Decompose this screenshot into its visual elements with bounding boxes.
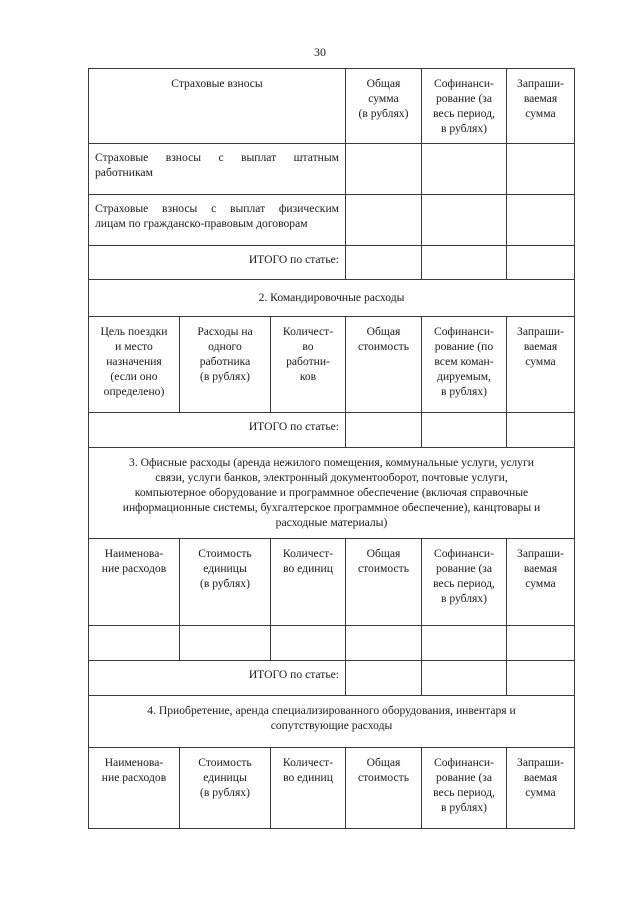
header-line: стоимость bbox=[358, 340, 409, 353]
travel-header-requested bbox=[506, 316, 575, 413]
header-line: сумма bbox=[525, 577, 556, 590]
header-line: Количест- bbox=[282, 325, 334, 338]
title-line: 3. Офисные расходы (аренда нежилого помещения, коммунальные услуги, услуги bbox=[129, 456, 534, 469]
travel-header-purpose bbox=[88, 316, 180, 413]
empty-cell[interactable] bbox=[506, 412, 575, 448]
title-line: связи, услуги банков, электронный документооборот, почтовые услуги, bbox=[155, 471, 508, 484]
header-line: Софинанси- bbox=[433, 756, 494, 769]
header-line: стоимость bbox=[358, 771, 409, 784]
equipment-section-title bbox=[88, 695, 575, 748]
empty-cell[interactable] bbox=[421, 625, 507, 661]
title-line: расходные материалы) bbox=[275, 516, 388, 529]
office-total-label: ИТОГО по статье: bbox=[88, 660, 346, 696]
row-line: Страховые взносы с выплат физическим bbox=[95, 202, 339, 215]
header-line: ние расходов bbox=[101, 771, 167, 784]
header-line: (в рублях) bbox=[358, 107, 409, 120]
header-line: сумма bbox=[368, 92, 399, 105]
header-line: Наименова- bbox=[104, 756, 164, 769]
empty-cell[interactable] bbox=[421, 143, 507, 195]
header-line: сумма bbox=[525, 107, 556, 120]
header-line: Софинанси- bbox=[433, 547, 494, 560]
header-line: (в рублях) bbox=[200, 786, 250, 799]
header-line: (в рублях) bbox=[200, 370, 250, 383]
header-line: рование (за bbox=[435, 92, 493, 105]
header-line: работника bbox=[199, 355, 251, 368]
header-line: ние расходов bbox=[101, 562, 167, 575]
header-line: назначения bbox=[106, 355, 162, 368]
header-line: во единиц bbox=[283, 562, 333, 575]
title-line: сопутствующие расходы bbox=[270, 719, 393, 732]
header-line: в рублях) bbox=[440, 122, 488, 135]
insurance-header-title-text: Страховые взносы bbox=[171, 77, 263, 90]
header-line: Запраши- bbox=[517, 77, 564, 90]
insurance-header-cofinancing bbox=[421, 68, 507, 144]
header-line: ваемая bbox=[523, 562, 558, 575]
header-line: и место bbox=[115, 340, 153, 353]
row-line: Страховые взносы с выплат штатным bbox=[95, 151, 339, 164]
empty-cell[interactable] bbox=[345, 625, 422, 661]
row-line: лицам по гражданско-правовым договорам bbox=[95, 217, 308, 230]
header-line: одного bbox=[208, 340, 242, 353]
header-line: во единиц bbox=[283, 771, 333, 784]
header-line: Количест- bbox=[282, 547, 334, 560]
empty-cell[interactable] bbox=[421, 245, 507, 280]
office-header-requested bbox=[506, 538, 575, 626]
header-line: Стоимость bbox=[198, 547, 252, 560]
equipment-header-total-cost bbox=[345, 747, 422, 829]
equipment-header-cofinancing bbox=[421, 747, 507, 829]
header-line: рование (по bbox=[434, 340, 494, 353]
header-line: определено) bbox=[103, 385, 165, 398]
equipment-header-unit-cost bbox=[179, 747, 271, 829]
header-line: рование (за bbox=[435, 562, 493, 575]
header-line: весь период, bbox=[433, 577, 495, 590]
header-line: во bbox=[302, 340, 314, 353]
travel-section-title: 2. Командировочные расходы bbox=[88, 279, 575, 317]
header-line: (в рублях) bbox=[200, 577, 250, 590]
empty-cell[interactable] bbox=[506, 143, 575, 195]
row-line: работникам bbox=[95, 166, 153, 179]
header-line: сумма bbox=[525, 355, 556, 368]
insurance-total-label: ИТОГО по статье: bbox=[88, 245, 346, 280]
header-line: дируемым, bbox=[437, 370, 491, 383]
insurance-header-total bbox=[345, 68, 422, 144]
travel-total-label: ИТОГО по статье: bbox=[88, 412, 346, 448]
empty-cell[interactable] bbox=[345, 660, 422, 696]
empty-cell[interactable] bbox=[421, 194, 507, 246]
insurance-header-requested bbox=[506, 68, 575, 144]
header-line: Стоимость bbox=[198, 756, 252, 769]
travel-header-per-worker bbox=[179, 316, 271, 413]
header-line: Наименова- bbox=[104, 547, 164, 560]
header-line: работни- bbox=[286, 355, 330, 368]
equipment-header-name bbox=[88, 747, 180, 829]
title-line: информационные системы, бухгалтерское программное обеспечение), канцтовары и bbox=[122, 501, 541, 514]
header-line: весь период, bbox=[433, 107, 495, 120]
empty-cell[interactable] bbox=[506, 245, 575, 280]
header-line: ков bbox=[299, 370, 317, 383]
title-line: компьютерное оборудование и программное обеспечение (включая справочные bbox=[134, 486, 529, 499]
header-line: Софинанси- bbox=[433, 325, 494, 338]
office-section-title bbox=[88, 447, 575, 539]
office-header-total-cost bbox=[345, 538, 422, 626]
empty-cell[interactable] bbox=[506, 625, 575, 661]
empty-cell[interactable] bbox=[345, 245, 422, 280]
office-header-units bbox=[270, 538, 346, 626]
travel-header-count bbox=[270, 316, 346, 413]
header-line: единицы bbox=[203, 562, 247, 575]
header-line: сумма bbox=[525, 786, 556, 799]
header-line: Запраши- bbox=[517, 325, 564, 338]
header-line: Цель поездки bbox=[100, 325, 168, 338]
empty-cell[interactable] bbox=[88, 625, 180, 661]
header-line: Количест- bbox=[282, 756, 334, 769]
header-line: Общая bbox=[366, 547, 401, 560]
header-line: Запраши- bbox=[517, 547, 564, 560]
header-line: ваемая bbox=[523, 340, 558, 353]
header-line: Общая bbox=[366, 325, 401, 338]
empty-cell[interactable] bbox=[506, 194, 575, 246]
header-line: в рублях) bbox=[440, 801, 488, 814]
office-header-name bbox=[88, 538, 180, 626]
empty-cell[interactable] bbox=[345, 194, 422, 246]
insurance-row-staff bbox=[88, 143, 346, 195]
office-header-unit-cost bbox=[179, 538, 271, 626]
header-line: (если оно bbox=[110, 370, 158, 383]
travel-header-cofinancing bbox=[421, 316, 507, 413]
title-line: 4. Приобретение, аренда специализированного оборудования, инвентаря и bbox=[147, 704, 516, 717]
empty-cell[interactable] bbox=[506, 660, 575, 696]
empty-cell[interactable] bbox=[345, 412, 422, 448]
header-line: Общая bbox=[366, 77, 401, 90]
empty-cell[interactable] bbox=[270, 625, 346, 661]
insurance-header-title bbox=[88, 68, 346, 144]
header-line: стоимость bbox=[358, 562, 409, 575]
empty-cell[interactable] bbox=[345, 143, 422, 195]
equipment-header-units bbox=[270, 747, 346, 829]
empty-cell[interactable] bbox=[179, 625, 271, 661]
header-line: ваемая bbox=[523, 771, 558, 784]
header-line: Запраши- bbox=[517, 756, 564, 769]
header-line: Софинанси- bbox=[433, 77, 494, 90]
header-line: в рублях) bbox=[440, 592, 488, 605]
header-line: Расходы на bbox=[197, 325, 253, 338]
header-line: весь период, bbox=[433, 786, 495, 799]
insurance-row-contractors bbox=[88, 194, 346, 246]
header-line: ваемая bbox=[523, 92, 558, 105]
travel-header-total-cost bbox=[345, 316, 422, 413]
header-line: всем коман- bbox=[434, 355, 494, 368]
header-line: Общая bbox=[366, 756, 401, 769]
empty-cell[interactable] bbox=[421, 660, 507, 696]
header-line: единицы bbox=[203, 771, 247, 784]
empty-cell[interactable] bbox=[421, 412, 507, 448]
equipment-header-requested bbox=[506, 747, 575, 829]
header-line: рование (за bbox=[435, 771, 493, 784]
page-number: 30 bbox=[314, 45, 326, 59]
office-header-cofinancing bbox=[421, 538, 507, 626]
header-line: в рублях) bbox=[440, 385, 488, 398]
